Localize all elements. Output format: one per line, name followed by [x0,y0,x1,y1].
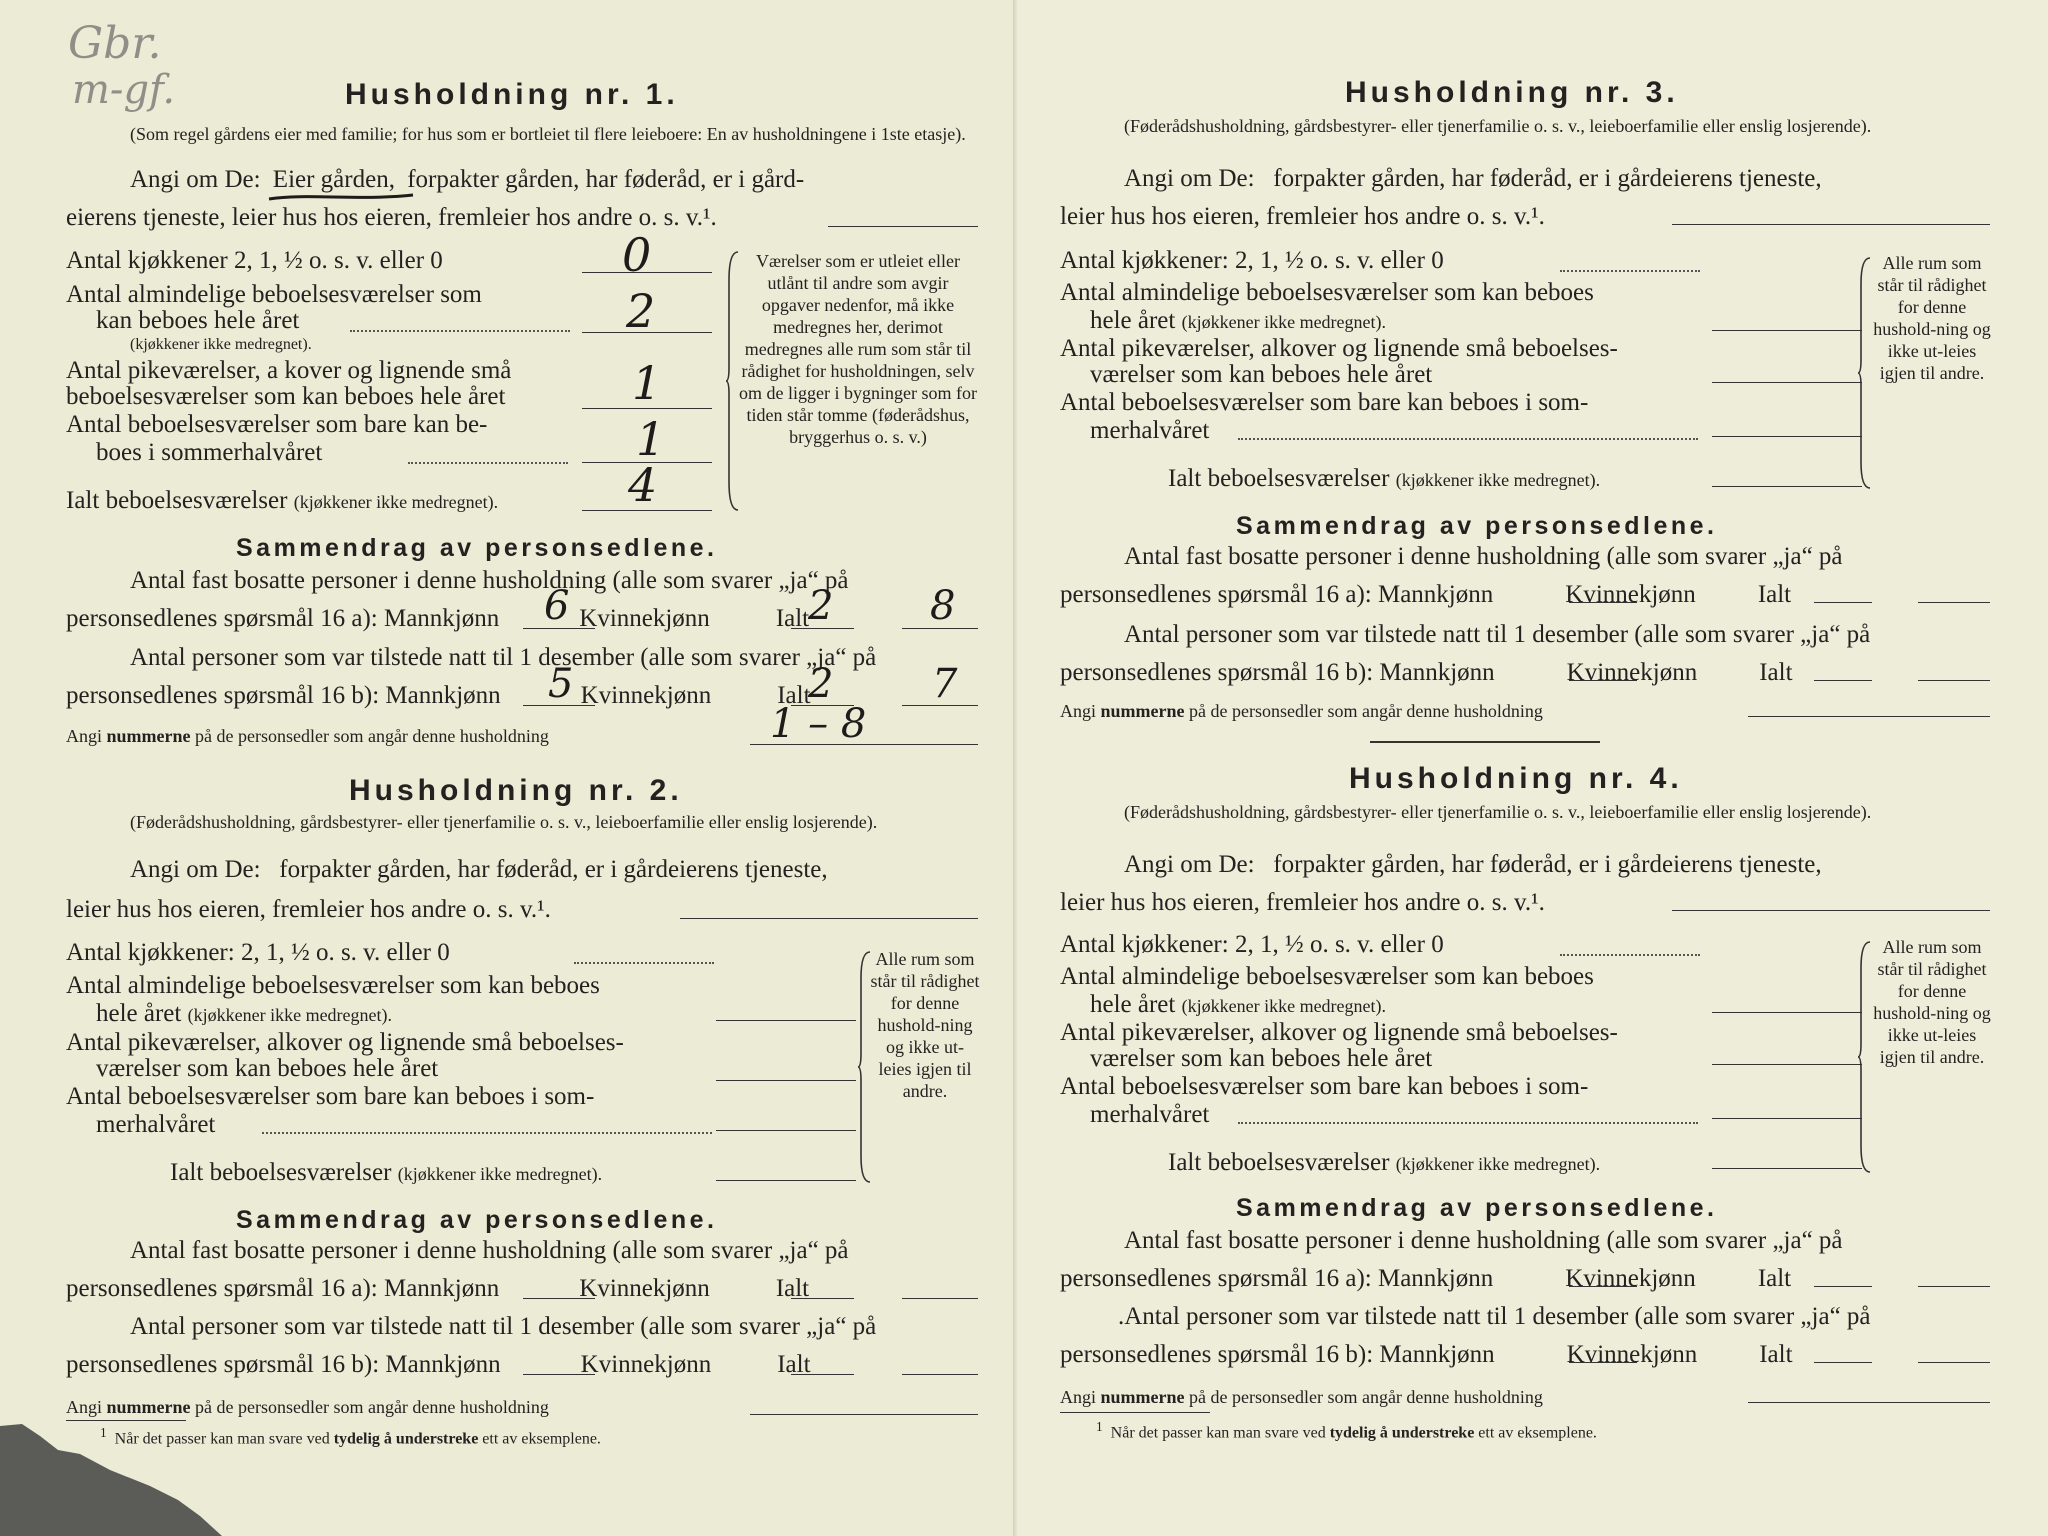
hh2-summary-present-line2: personsedlenes spørsmål 16 b): Mannkjønn Kvinnekjønn Ialt [66,1351,811,1378]
hh4-summary-resident-line1: Antal fast bosatte personer i denne husholdning (alle som svarer „ja“ på [1124,1227,1843,1254]
household-4-ownership-line2: leier hus hos eieren, fremleier hos andre o. s. v.¹. [1060,889,1545,916]
hh1-present-female-answer[interactable]: 2 [808,661,834,707]
household-2-title: Husholdning nr. 2. [349,774,683,807]
hh2-kitchens-label: Antal kjøkkener: 2, 1, ½ o. s. v. eller 0 [66,939,450,966]
hand-underline [267,189,417,203]
hh3-rooms-label-2: hele året (kjøkkener ikke medregnet). [1090,307,1387,334]
hh4-small-rooms-label-1: Antal pikeværelser, alkover og lignende små beboelses- [1060,1019,1618,1046]
hh1-summer-rooms-label-2: boes i sommerhalvåret [96,439,323,466]
hh3-rooms-label-1: Antal almindelige beboelsesværelser som kan beboes [1060,279,1594,306]
hh3-side-note: Alle rum som står til rådighet for denne hushold-ning og ikke ut-leies igjen til andre. [1873,253,1991,383]
household-1-note: (Som regel gårdens eier med familie; for hus som er bortleiet til flere leieboere: En av husholdningene i 1ste etasje). [130,124,966,144]
hh2-summer-rooms-label-1: Antal beboelsesværelser som bare kan beboes i som- [66,1083,595,1110]
hh1-summer-rooms-answer[interactable]: 1 [636,412,666,466]
hh1-small-rooms-label-2: beboelsesværelser som kan beboes hele året [66,383,506,410]
hh1-summary-present-line2: personsedlenes spørsmål 16 b): Mannkjønn Kvinnekjønn Ialt [66,682,811,709]
hh2-summary-resident-line2: personsedlenes spørsmål 16 a): Mannkjønn Kvinnekjønn Ialt [66,1275,810,1302]
hh2-numbers-label: Angi nummerne på de personsedler som angår denne husholdning [66,1397,549,1417]
right-footnote: $^1$ Når det passer kan man svare ved tydelig å understreke ett av eksemplene. [1096,1419,1597,1442]
household-1-ownership-question: Angi om De: Eier gården, forpakter gården, har føderåd, er i gård- [130,167,804,192]
hh1-resident-female-answer[interactable]: 2 [808,583,834,629]
hh2-side-note: Alle rum som står til rådighet for denne hushold-ning og ikke ut-leies igjen til andre. [870,949,980,1101]
hh1-rooms-answer[interactable]: 2 [626,284,656,338]
hh3-summary-resident-line2: personsedlenes spørsmål 16 a): Mannkjønn Kvinnekjønn Ialt [1060,581,1792,608]
hh1-total-rooms-label: Ialt beboelsesværelser (kjøkkener ikke medregnet). [66,487,499,514]
hh1-small-rooms-label-1: Antal pikeværelser, a kover og lignende små [66,357,512,384]
hh2-summary-title: Sammendrag av personsedlene. [236,1206,718,1234]
hh1-kitchens-answer[interactable]: 0 [622,228,652,282]
hh4-summary-resident-line2: personsedlenes spørsmål 16 a): Mannkjønn Kvinnekjønn Ialt [1060,1265,1792,1292]
hh4-summer-rooms-label-2: merhalvåret [1090,1101,1210,1128]
hh1-small-rooms-answer[interactable]: 1 [632,356,662,410]
hh1-present-male-answer[interactable]: 5 [548,661,574,707]
hh2-summary-resident-line1: Antal fast bosatte personer i denne husholdning (alle som svarer „ja“ på [130,1237,849,1264]
hh1-summary-resident-line1: Antal fast bosatte personer i denne husholdning (alle som svarer „ja“ på [130,567,849,594]
hh4-total-rooms-label: Ialt beboelsesværelser (kjøkkener ikke medregnet). [1168,1149,1601,1176]
hh1-summer-rooms-label-1: Antal beboelsesværelser som bare kan be- [66,411,488,438]
household-1-title: Husholdning nr. 1. [345,78,679,111]
hh1-rooms-note: (kjøkkener ikke medregnet). [130,336,312,353]
hh2-rooms-label-1: Antal almindelige beboelsesværelser som kan beboes [66,972,600,999]
household-2-ownership-question: Angi om De: forpakter gården, har føderåd, er i gårdeierens tjeneste, [130,856,828,883]
hh2-small-rooms-label-1: Antal pikeværelser, alkover og lignende små beboelses- [66,1029,624,1056]
hh1-resident-male-answer[interactable]: 6 [544,583,570,629]
hh3-kitchens-label: Antal kjøkkener: 2, 1, ½ o. s. v. eller 0 [1060,247,1444,274]
torn-corner [0,1420,230,1536]
hh4-summary-present-line1: .Antal personer som var tilstede natt til 1 desember (alle som svarer „ja“ på [1118,1303,1871,1330]
hh3-numbers-label: Angi nummerne på de personsedler som angår denne husholdning [1060,701,1543,721]
ownership-option-owner-underlined[interactable]: Eier gården, [272,166,395,193]
household-4-note: (Føderådshusholdning, gårdsbestyrer- eller tjenerfamilie o. s. v., leieboerfamilie eller enslig losjerende). [1124,802,1872,822]
hh4-summary-title: Sammendrag av personsedlene. [1236,1194,1718,1222]
hh1-summary-resident-line2: personsedlenes spørsmål 16 a): Mannkjønn Kvinnekjønn Ialt [66,605,810,632]
hh3-total-rooms-label: Ialt beboelsesværelser (kjøkkener ikke medregnet). [1168,465,1601,492]
household-3-note: (Føderådshusholdning, gårdsbestyrer- eller tjenerfamilie o. s. v., leieboerfamilie eller enslig losjerende). [1124,116,1872,136]
household-2-ownership-line2: leier hus hos eieren, fremleier hos andre o. s. v.¹. [66,896,551,923]
hh2-small-rooms-label-2: værelser som kan beboes hele året [96,1055,439,1082]
hh3-summary-resident-line1: Antal fast bosatte personer i denne husholdning (alle som svarer „ja“ på [1124,543,1843,570]
hh1-kitchens-label: Antal kjøkkener 2, 1, ½ o. s. v. eller 0 [66,247,443,274]
hh3-summer-rooms-label-2: merhalvåret [1090,417,1210,444]
hh1-summary-title: Sammendrag av personsedlene. [236,534,718,562]
pencil-note-1: Gbr. [68,18,162,69]
hh1-rooms-label-2: kan beboes hele året [96,307,300,334]
hh4-kitchens-label: Antal kjøkkener: 2, 1, ½ o. s. v. eller 0 [1060,931,1444,958]
household-4-title: Husholdning nr. 4. [1349,762,1683,795]
right-page [1018,0,2048,1536]
hh1-resident-total-answer[interactable]: 8 [930,583,956,629]
hh2-summary-present-line1: Antal personer som var tilstede natt til 1 desember (alle som svarer „ja“ på [130,1313,877,1340]
household-1-ownership-line2: eierens tjeneste, leier hus hos eieren, fremleier hos andre o. s. v.¹. [66,204,717,231]
hh3-small-rooms-label-2: værelser som kan beboes hele året [1090,361,1433,388]
hh4-side-note: Alle rum som står til rådighet for denne hushold-ning og ikke ut-leies igjen til andre. [1873,937,1991,1067]
hh1-total-rooms-answer[interactable]: 4 [628,458,658,512]
hh2-rooms-label-2: hele året (kjøkkener ikke medregnet). [96,1000,393,1027]
hh4-summer-rooms-label-1: Antal beboelsesværelser som bare kan beboes i som- [1060,1073,1589,1100]
hh4-summary-present-line2: personsedlenes spørsmål 16 b): Mannkjønn Kvinnekjønn Ialt [1060,1341,1793,1368]
hh3-summer-rooms-label-1: Antal beboelsesværelser som bare kan beboes i som- [1060,389,1589,416]
hh4-numbers-label: Angi nummerne på de personsedler som angår denne husholdning [1060,1387,1543,1407]
hh2-total-rooms-label: Ialt beboelsesværelser (kjøkkener ikke medregnet). [170,1159,603,1186]
hh1-summary-present-line1: Antal personer som var tilstede natt til 1 desember (alle som svarer „ja“ på [130,644,877,671]
hh1-present-total-answer[interactable]: 7 [932,661,958,707]
left-page [0,0,1018,1536]
hh3-summary-present-line2: personsedlenes spørsmål 16 b): Mannkjønn Kvinnekjønn Ialt [1060,659,1793,686]
hh3-small-rooms-label-1: Antal pikeværelser, alkover og lignende små beboelses- [1060,335,1618,362]
hh4-rooms-label-1: Antal almindelige beboelsesværelser som kan beboes [1060,963,1594,990]
pencil-note-2: m-gf. [72,67,176,113]
household-3-ownership-question: Angi om De: forpakter gården, har føderåd, er i gårdeierens tjeneste, [1124,165,1822,192]
household-3-title: Husholdning nr. 3. [1345,76,1679,109]
household-4-ownership-question: Angi om De: forpakter gården, har føderåd, er i gårdeierens tjeneste, [1124,851,1822,878]
hh1-numbers-label: Angi nummerne på de personsedler som angår denne husholdning [66,726,549,746]
hh4-small-rooms-label-2: værelser som kan beboes hele året [1090,1045,1433,1072]
hh2-summer-rooms-label-2: merhalvåret [96,1111,216,1138]
left-footnote: $^1$ Når det passer kan man svare ved tydelig å understreke ett av eksemplene. [100,1425,601,1448]
household-2-note: (Føderådshusholdning, gårdsbestyrer- eller tjenerfamilie o. s. v., leieboerfamilie eller enslig losjerende). [130,812,878,832]
hh3-summary-title: Sammendrag av personsedlene. [1236,512,1718,540]
hh4-rooms-label-2: hele året (kjøkkener ikke medregnet). [1090,991,1387,1018]
hh1-rooms-label-1: Antal almindelige beboelsesværelser som [66,281,482,308]
hh1-side-note: Værelser som er utleiet eller utlånt til andre som avgir opgaver nedenfor, må ikke medregnes her, derimot medregnes alle rum som står til rådighet for husholdningen, selv om de ligger i bygninger som for tiden står tomme (føderådshus, bryggerhus o. s. v.) [739,251,977,447]
hh1-numbers-answer[interactable]: 1 – 8 [770,701,867,747]
household-3-ownership-line2: leier hus hos eieren, fremleier hos andre o. s. v.¹. [1060,203,1545,230]
hh3-summary-present-line1: Antal personer som var tilstede natt til 1 desember (alle som svarer „ja“ på [1124,621,1871,648]
